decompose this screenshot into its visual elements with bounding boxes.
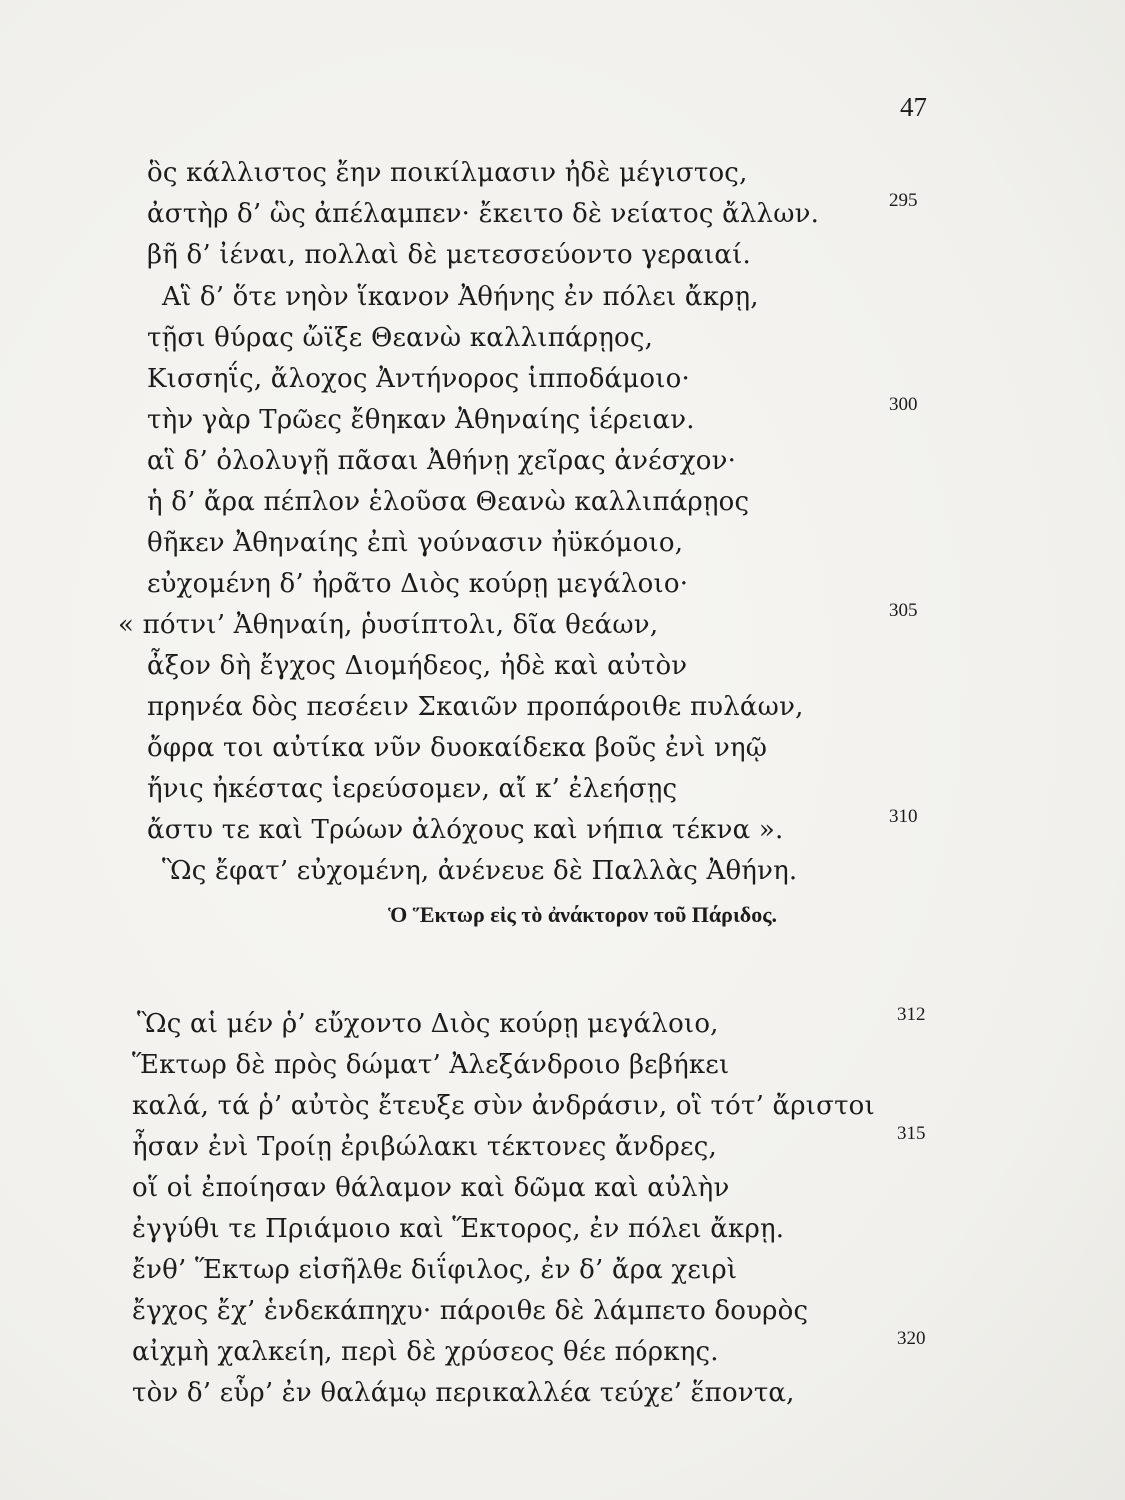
verse-line: ἡ δ’ ἄρα πέπλον ἑλοῦσα Θεανὼ καλλιπάρῃος xyxy=(147,487,750,517)
line-number: 312 xyxy=(897,1004,926,1025)
page-number: 47 xyxy=(900,92,927,122)
line-number: 315 xyxy=(897,1123,926,1144)
verse-line: ἤνις ἠκέστας ἱερεύσομεν, αἴ κ’ ἐλεήσῃς xyxy=(147,774,678,804)
verse-line: τὴν γὰρ Τρῶες ἔθηκαν Ἀθηναίης ἱέρειαν. xyxy=(147,405,695,435)
verse-line: πρηνέα δὸς πεσέειν Σκαιῶν προπάροιθε πυλάων, xyxy=(147,692,804,722)
verse-line: Αἳ δ’ ὅτε νηὸν ἵκανον Ἀθήνης ἐν πόλει ἄκρῃ, xyxy=(162,282,759,312)
verse-line: καλά, τά ῥ’ αὐτὸς ἔτευξε σὺν ἀνδράσιν, οἳ τότ’ ἄριστοι xyxy=(132,1091,875,1121)
verse-line: βῆ δ’ ἰέναι, πολλαὶ δὲ μετεσσεύοντο γεραιαί. xyxy=(147,240,752,270)
verse-line: Ὣς ἔφατ’ εὐχομένη, ἀνένευε δὲ Παλλὰς Ἀθήνη. xyxy=(162,856,798,886)
verse-line: ἔγχος ἔχ’ ἑνδεκάπηχυ· πάροιθε δὲ λάμπετο δουρὸς xyxy=(132,1296,809,1326)
verse-line: ἔνθ’ Ἕκτωρ εἰσῆλθε διΐφιλος, ἐν δ’ ἄρα χειρὶ xyxy=(132,1255,738,1285)
verse-line: ὄφρα τοι αὐτίκα νῦν δυοκαίδεκα βοῦς ἐνὶ νηῷ xyxy=(147,733,768,763)
verse-line: ἀστὴρ δ’ ὣς ἀπέλαμπεν· ἔκειτο δὲ νείατος ἄλλων. xyxy=(147,199,820,229)
verse-line: τῇσι θύρας ὤϊξε Θεανὼ καλλιπάρῃος, xyxy=(147,323,654,353)
line-number: 310 xyxy=(889,806,918,827)
verse-line: ἆξον δὴ ἔγχος Διομήδεος, ἠδὲ καὶ αὐτὸν xyxy=(147,651,688,681)
verse-line: ἄστυ τε καὶ Τρώων ἀλόχους καὶ νήπια τέκνα ». xyxy=(147,815,784,845)
verse-line: οἵ οἱ ἐποίησαν θάλαμον καὶ δῶμα καὶ αὐλὴν xyxy=(132,1173,730,1203)
verse-line: Κισσηΐς, ἄλοχος Ἀντήνορος ἱπποδάμοιο· xyxy=(147,364,690,394)
verse-line: αἰχμὴ χαλκείη, περὶ δὲ χρύσεος θέε πόρκης. xyxy=(132,1337,719,1367)
verse-line: εὐχομένη δ’ ἠρᾶτο Διὸς κούρῃ μεγάλοιο· xyxy=(147,569,689,599)
verse-line: Ὣς αἱ μέν ῥ’ εὔχοντο Διὸς κούρῃ μεγάλοιο, xyxy=(137,1009,719,1039)
verse-line: ὃς κάλλιστος ἔην ποικίλμασιν ἠδὲ μέγιστος, xyxy=(147,158,748,188)
section-heading: Ὁ Ἕκτωρ εἰς τὸ ἀνάκτορον τοῦ Πάριδος. xyxy=(388,902,777,927)
verse-line: Ἕκτωρ δὲ πρὸς δώματ’ Ἀλεξάνδροιο βεβήκει xyxy=(132,1050,730,1080)
line-number: 295 xyxy=(889,190,918,211)
line-number: 300 xyxy=(889,394,918,415)
verse-line: « πότνι’ Ἀθηναίη, ῥυσίπτολι, δῖα θεάων, xyxy=(118,610,659,640)
verse-line: τὸν δ’ εὗρ’ ἐν θαλάμῳ περικαλλέα τεύχε’ ἕποντα, xyxy=(132,1378,795,1408)
verse-line: ἦσαν ἐνὶ Τροίῃ ἐριβώλακι τέκτονες ἄνδρες, xyxy=(132,1132,717,1162)
verse-line: θῆκεν Ἀθηναίης ἐπὶ γούνασιν ἠϋκόμοιο, xyxy=(147,528,684,558)
verse-line: αἳ δ’ ὀλολυγῇ πᾶσαι Ἀθήνῃ χεῖρας ἀνέσχον· xyxy=(147,446,737,476)
line-number: 320 xyxy=(897,1328,926,1349)
verse-line: ἐγγύθι τε Πριάμοιο καὶ Ἕκτορος, ἐν πόλει ἄκρῃ. xyxy=(132,1214,785,1244)
line-number: 305 xyxy=(889,600,918,621)
